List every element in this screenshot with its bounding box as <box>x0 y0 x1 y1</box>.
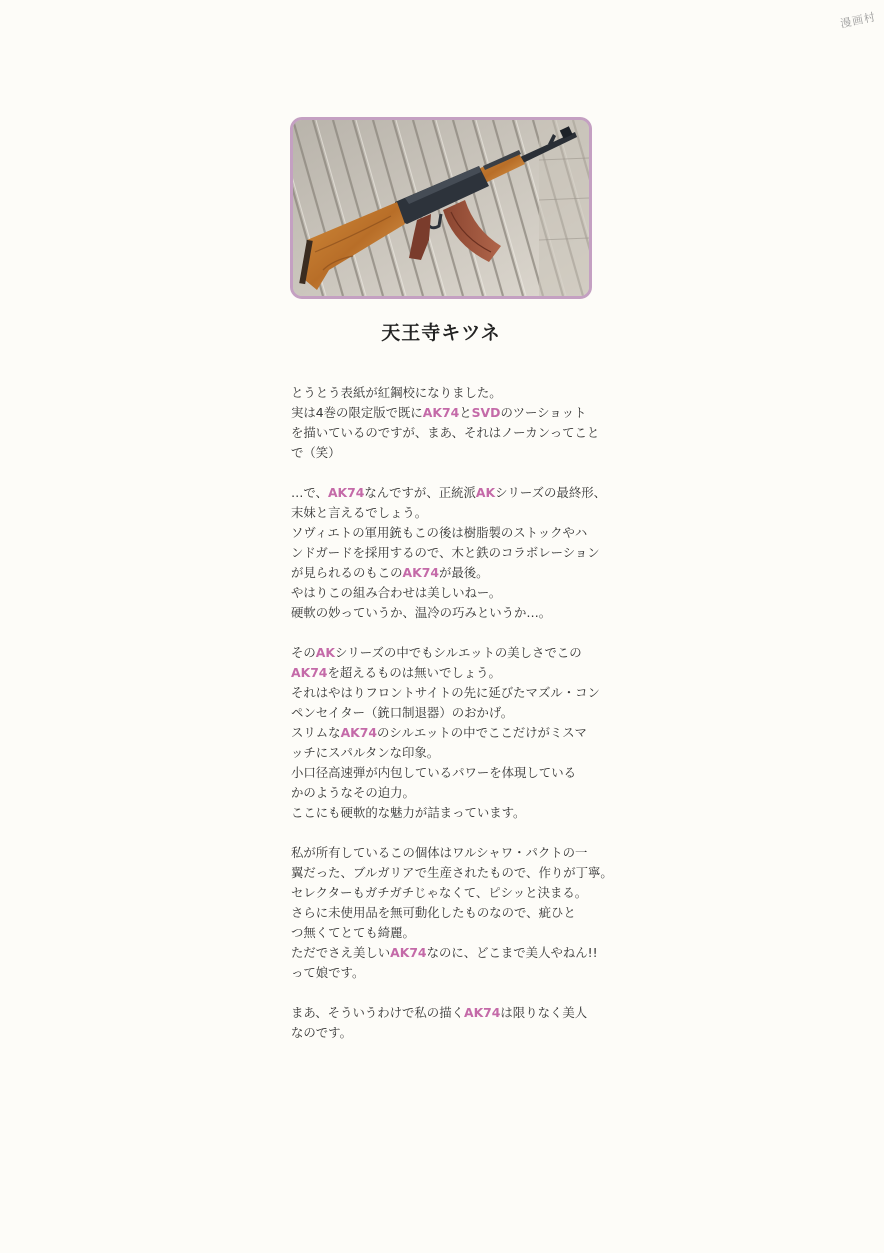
essay-line <box>291 763 601 783</box>
text-run: を超えるものは無いでしょう。 <box>327 665 501 680</box>
essay-line <box>291 963 601 983</box>
text-run: シリーズの中でもシルエットの美しさでこの <box>334 645 582 660</box>
essay-paragraph <box>291 483 606 623</box>
highlighted-term: AK74 <box>422 405 460 420</box>
text-run: さらに未使用品を無可動化したものなので、疵ひと <box>291 905 576 920</box>
text-run: ンドガードを採用するので、木と鉄のコラボレーション <box>291 545 600 560</box>
text-run: 私が所有しているこの個体はワルシャワ・パクトの一 <box>291 845 588 860</box>
text-run: なのに、どこまで美人やねん!! <box>426 945 598 960</box>
text-run: ソヴィエトの軍用銃もこの後は樹脂製のストックやハ <box>291 525 588 540</box>
essay-line <box>291 683 601 703</box>
highlighted-term: AK74 <box>327 485 365 500</box>
text-run: セレクターもガチガチじゃなくて、ピシッと決まる。 <box>291 885 588 900</box>
essay-line <box>291 543 601 563</box>
essay-line <box>291 523 601 543</box>
text-run: かのようなその迫力。 <box>291 785 415 800</box>
essay-line <box>291 1023 601 1043</box>
essay-line <box>291 883 601 903</box>
essay-line <box>291 783 601 803</box>
highlighted-term: SVD <box>471 405 501 420</box>
text-run: シリーズの最終形、 <box>495 485 606 500</box>
author-name: 天王寺キツネ <box>381 322 501 344</box>
text-run: のツーショット <box>500 405 587 420</box>
text-run: その <box>291 645 316 660</box>
text-run: が最後。 <box>438 565 489 580</box>
text-run: で（笑） <box>291 445 341 460</box>
essay-line <box>291 403 601 423</box>
text-run: のシルエットの中でここだけがミスマ <box>377 725 587 740</box>
essay-line <box>291 903 601 923</box>
essay-line <box>291 943 601 963</box>
essay-paragraph <box>291 1003 601 1043</box>
rifle-photo-icon <box>293 120 589 296</box>
essay-line <box>291 1003 601 1023</box>
essay-paragraph <box>291 643 601 823</box>
text-run: 末妹と言えるでしょう。 <box>291 505 428 520</box>
highlighted-term: AK74 <box>340 725 377 740</box>
text-run: ッチにスパルタンな印象。 <box>291 745 440 760</box>
text-run: 小口径高速弾が内包しているパワーを体現している <box>291 765 576 780</box>
essay-paragraph <box>291 383 601 463</box>
highlighted-term: AK74 <box>291 665 328 680</box>
text-run: は限りなく美人 <box>500 1005 588 1020</box>
text-run: スリムな <box>291 725 341 740</box>
essay-line <box>291 863 613 883</box>
text-run: なのです。 <box>291 1025 352 1040</box>
essay-line <box>291 603 601 623</box>
essay-line <box>291 563 601 583</box>
essay-line <box>291 443 601 463</box>
text-run: つ無くてとても綺麗。 <box>291 925 415 940</box>
text-run: なんですが、正統派 <box>364 485 476 500</box>
text-run: 翼だった、ブルガリアで生産されたもので、作りが丁寧。 <box>291 865 613 880</box>
rifle-photo <box>290 117 592 299</box>
highlighted-term: AK <box>315 645 335 660</box>
essay-line <box>291 423 601 443</box>
text-run: ただでさえ美しい <box>291 945 391 960</box>
highlighted-term: AK74 <box>463 1005 501 1020</box>
highlighted-term: AK74 <box>390 945 427 960</box>
text-run: やはりこの組み合わせは美しいねー。 <box>291 585 502 600</box>
essay-line <box>291 723 601 743</box>
essay-line <box>291 383 601 403</box>
essay-line <box>291 743 601 763</box>
highlighted-term: AK <box>475 485 496 500</box>
essay-line <box>291 643 601 663</box>
text-run: を描いているのですが、まあ、それはノーカンってこと <box>291 425 600 440</box>
highlighted-term: AK74 <box>402 565 439 580</box>
essay-paragraph <box>291 843 613 983</box>
essay-line <box>291 803 601 823</box>
text-run: 硬軟の妙っていうか、温冷の巧みというか…。 <box>291 605 552 620</box>
essay-line <box>291 663 601 683</box>
text-run: ここにも硬軟的な魅力が詰まっています。 <box>291 805 526 820</box>
text-run: それはやはりフロントサイトの先に延びたマズル・コン <box>291 685 600 700</box>
text-run: …で、 <box>291 485 328 500</box>
text-run: と <box>459 405 472 420</box>
essay-line <box>291 843 601 863</box>
essay-line <box>291 503 601 523</box>
text-run: とうとう表紙が紅鋼校になりました。 <box>291 385 502 400</box>
text-run: が見られるのもこの <box>291 565 403 580</box>
essay-line <box>291 923 601 943</box>
text-run: 実は4巻の限定版で既に <box>291 405 423 420</box>
watermark: 漫画村 <box>839 10 878 31</box>
essay-text <box>291 383 613 1063</box>
essay-line <box>291 583 601 603</box>
text-run: ペンセイター（銃口制退器）のおかげ。 <box>291 705 514 720</box>
essay-line <box>291 703 601 723</box>
essay-line <box>291 483 606 503</box>
text-run: まあ、そういうわけで私の描く <box>291 1005 464 1020</box>
text-run: って娘です。 <box>291 965 365 980</box>
